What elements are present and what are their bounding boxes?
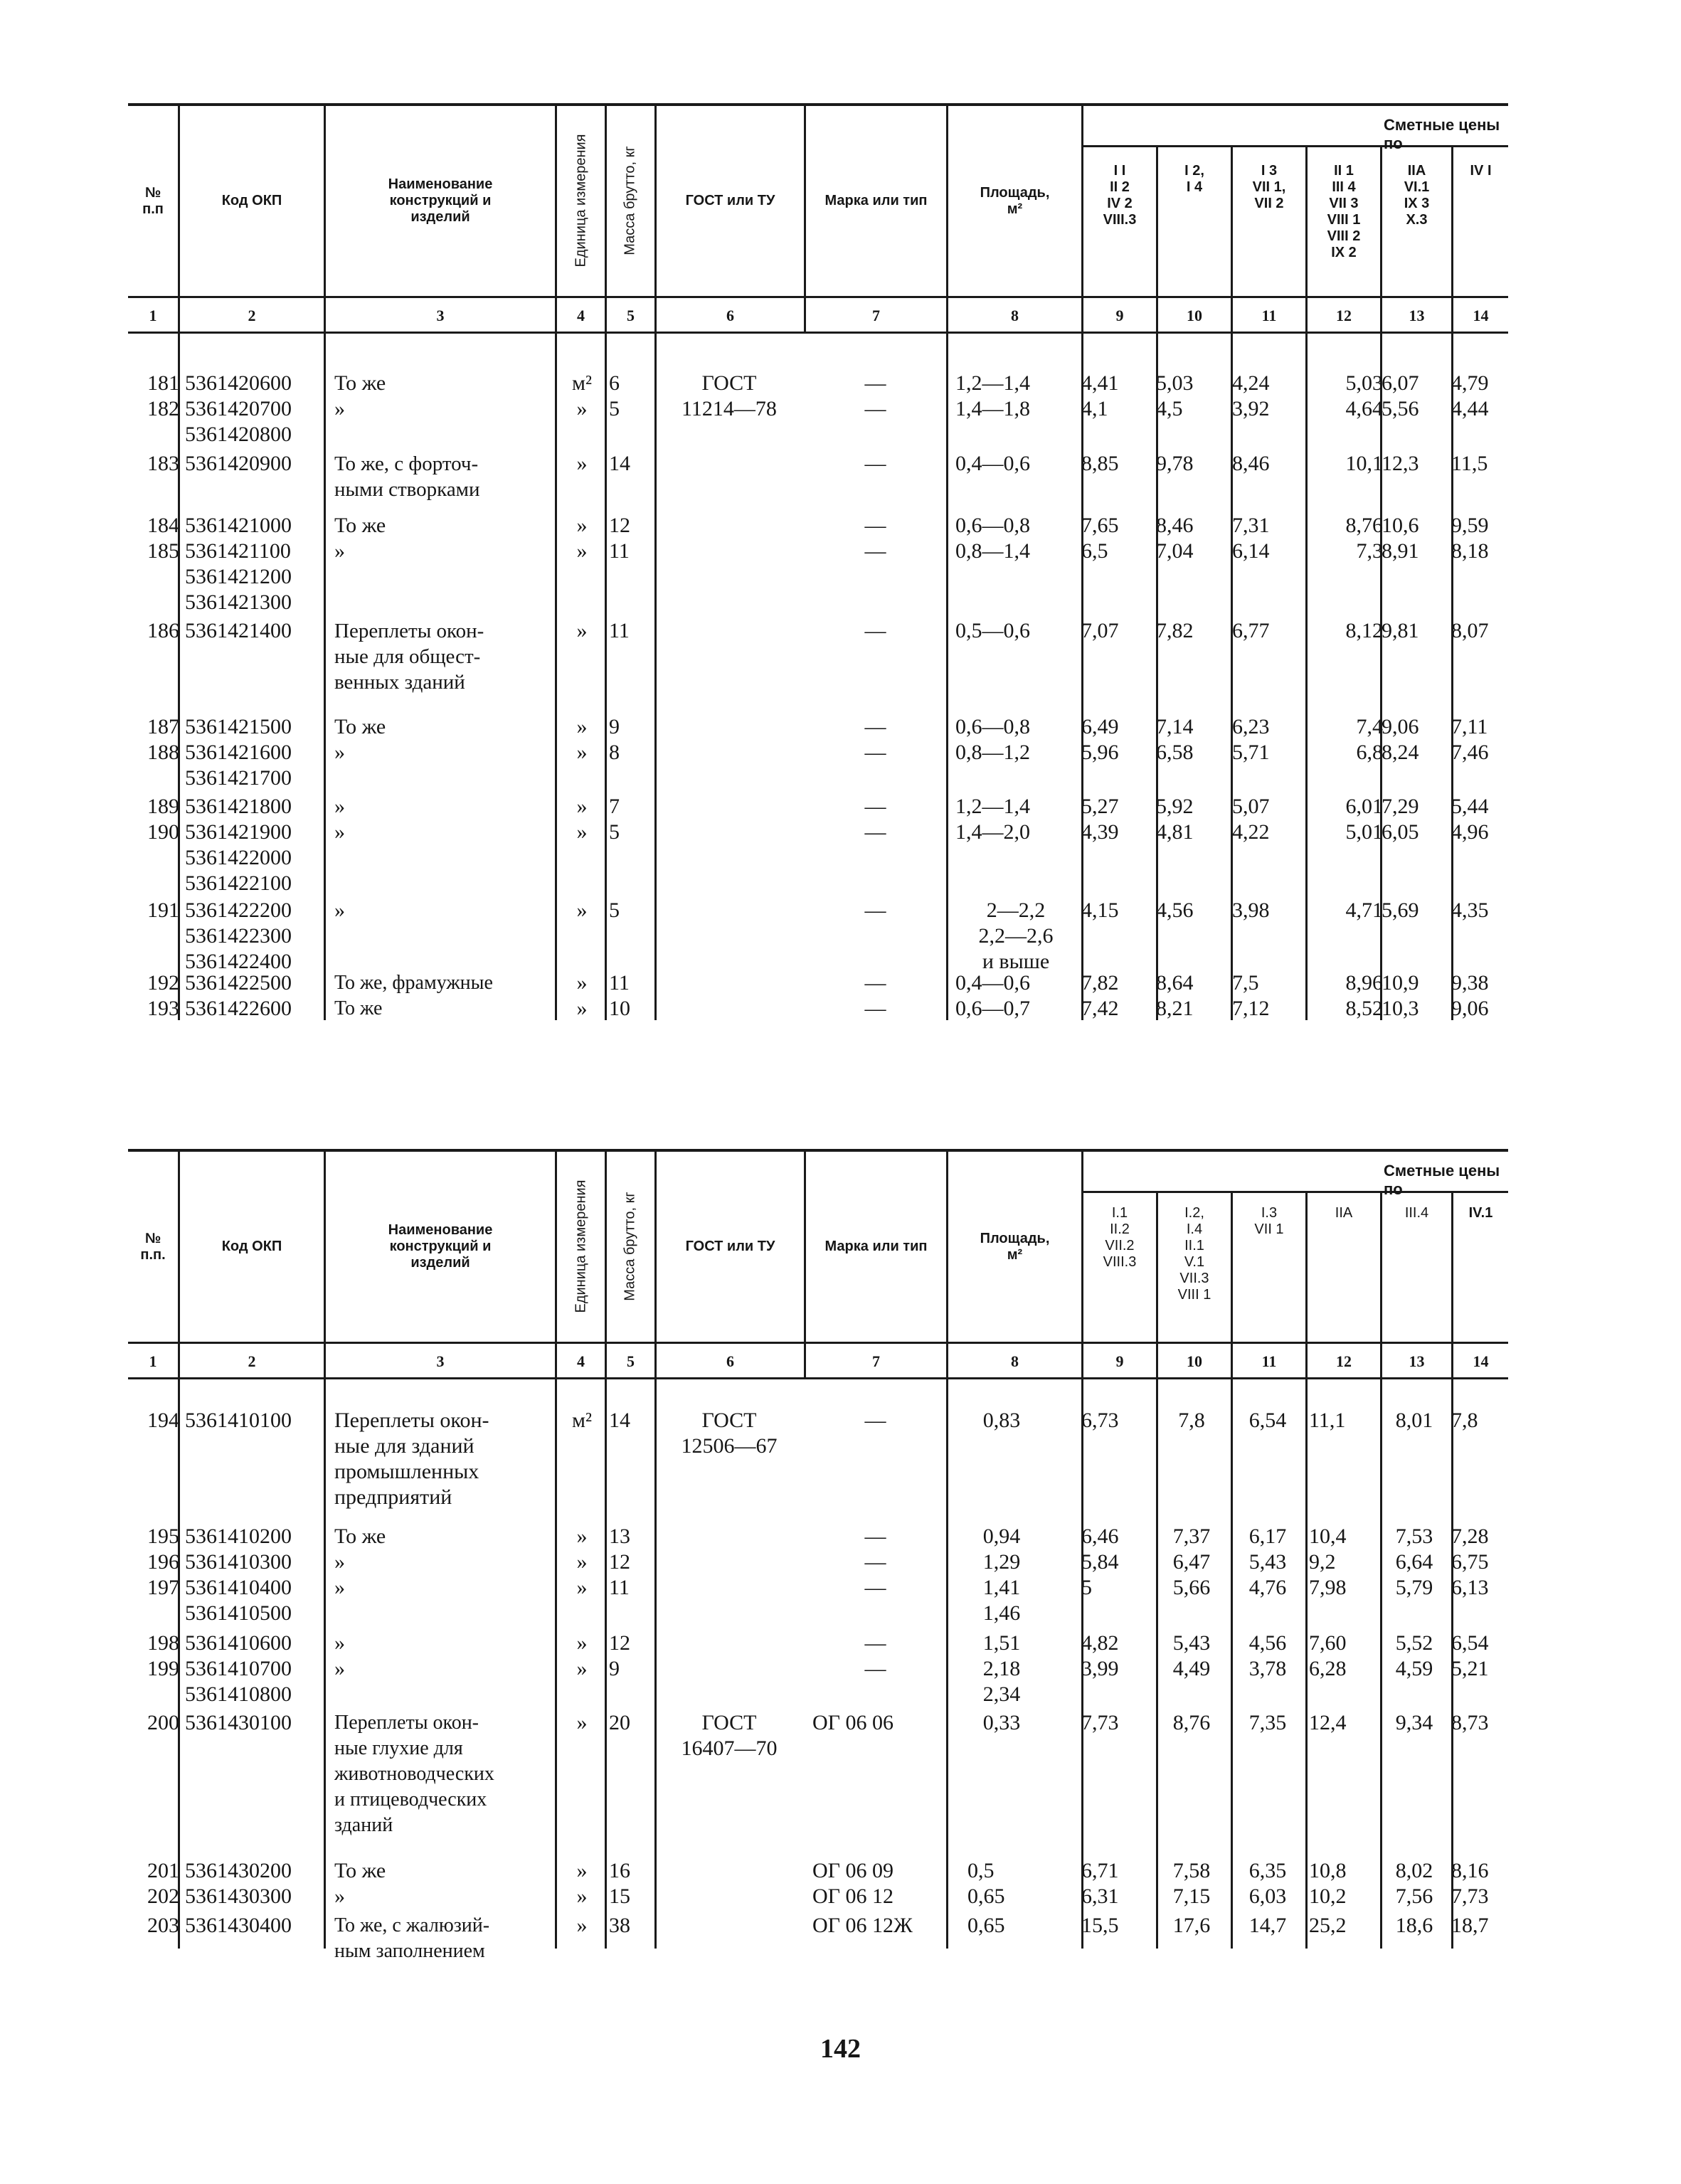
- page-number: 142: [820, 2034, 861, 2064]
- mass: 9 8: [609, 715, 620, 764]
- area: 0,5 0,65: [967, 1859, 1005, 1908]
- row-number: 195 196 197: [147, 1525, 179, 1599]
- price: 8,01: [1395, 1409, 1433, 1432]
- item-name: То же, фрамужные То же: [334, 972, 493, 1019]
- item-name: » »: [334, 1631, 345, 1680]
- okp-code: 5361421500 5361421600 5361421700: [185, 715, 292, 790]
- mark: — —: [864, 715, 886, 764]
- price: 5,07 4,22: [1232, 795, 1270, 844]
- unit: »: [576, 1914, 588, 1937]
- unit: » »: [576, 514, 588, 563]
- mass: 6 5: [609, 371, 620, 420]
- col-number: 8: [1011, 307, 1019, 324]
- unit: »: [576, 452, 588, 475]
- col-number: 13: [1409, 1352, 1425, 1370]
- price: 7,58 7,15: [1172, 1859, 1211, 1908]
- price: 5,92 4,81: [1156, 795, 1194, 844]
- header-mark: Марка или тип: [824, 1239, 928, 1254]
- price: 7,5 7,12: [1232, 971, 1270, 1020]
- gost: ГОСТ 16407—70: [681, 1711, 778, 1760]
- item-name: То же »: [334, 371, 386, 420]
- price: 5,03 4,64: [1345, 371, 1383, 420]
- area: 0,5—0,6: [955, 619, 1030, 642]
- price: 6,01 5,01: [1345, 795, 1383, 844]
- mass: 14: [609, 1409, 630, 1432]
- mass: 16 15: [609, 1859, 630, 1908]
- area: 0,65: [967, 1914, 1005, 1937]
- price: 10,6 8,91: [1382, 514, 1419, 563]
- header-super: Сметные цены по: [1384, 116, 1500, 152]
- mass: 20: [609, 1711, 630, 1734]
- price: 6,35 6,03: [1248, 1859, 1287, 1908]
- unit: м² »: [572, 371, 592, 420]
- price: 6,23 5,71: [1232, 715, 1270, 764]
- mark: — —: [864, 795, 886, 844]
- price: 6,54 5,21: [1451, 1631, 1489, 1680]
- price: 17,6: [1172, 1914, 1211, 1937]
- item-name: То же »: [334, 1859, 386, 1908]
- price: 14,7: [1248, 1914, 1287, 1937]
- header-area: Площадь, м²: [980, 1230, 1050, 1263]
- header-unit: Единица измерения: [573, 134, 588, 267]
- item-name: »: [334, 898, 345, 922]
- item-name: Переплеты окон- ные для общест- венных зданий: [334, 620, 484, 694]
- unit: » »: [576, 1631, 588, 1680]
- price: 5,43 4,49: [1172, 1631, 1211, 1680]
- col-number: 6: [726, 307, 734, 324]
- price: 18,7: [1451, 1914, 1489, 1937]
- price: 3,98: [1232, 898, 1270, 922]
- col-number: 12: [1336, 1352, 1352, 1370]
- price: 7,28 6,75 6,13: [1451, 1525, 1489, 1599]
- header-region-4: II 1 III 4 VII 3 VIII 1 VIII 2 IX 2: [1327, 163, 1361, 260]
- okp-code: 5361422500 5361422600: [185, 971, 292, 1020]
- price: 7,37 6,47 5,66: [1172, 1525, 1211, 1599]
- unit: » »: [576, 1859, 588, 1908]
- area: 0,6—0,8 0,8—1,2: [955, 715, 1030, 764]
- okp-code: 5361420900: [185, 452, 292, 475]
- row-number: 198 199: [147, 1631, 179, 1680]
- price: 18,6: [1395, 1914, 1433, 1937]
- price: 9,34: [1395, 1711, 1433, 1734]
- price: 4,41 4,1: [1081, 371, 1119, 420]
- unit: м²: [572, 1409, 592, 1432]
- price: 6,49 5,96: [1081, 715, 1119, 764]
- okp-code: 5361422200 5361422300 5361422400: [185, 898, 292, 973]
- row-number: 200: [147, 1711, 179, 1734]
- header-region-6: IV.1: [1468, 1205, 1493, 1221]
- price: 4,56: [1156, 898, 1194, 922]
- area: 0,4—0,6 0,6—0,7: [955, 971, 1030, 1020]
- row-number: 181 182: [147, 371, 179, 420]
- price: 5,27 4,39: [1081, 795, 1119, 844]
- col-number: 2: [248, 307, 256, 324]
- mark: — —: [864, 971, 886, 1020]
- col-number: 3: [436, 1352, 445, 1370]
- mark: — — —: [864, 1525, 886, 1599]
- price: 7,35: [1248, 1711, 1287, 1734]
- price: 8,16 7,73: [1451, 1859, 1489, 1908]
- header-region-2: I.2, I.4 II.1 V.1 VII.3 VIII 1: [1177, 1205, 1211, 1303]
- header-region-4: IIA: [1335, 1205, 1353, 1221]
- unit: »: [576, 1711, 588, 1734]
- row-number: 187 188: [147, 715, 179, 764]
- price: 7,11 7,46: [1451, 715, 1489, 764]
- mark: ОГ 06 09 ОГ 06 12: [812, 1859, 894, 1908]
- gost: ГОСТ 11214—78: [682, 371, 777, 420]
- price: 12,3: [1382, 452, 1419, 475]
- price: 7,60 6,28: [1309, 1631, 1347, 1680]
- price: 4,35: [1451, 898, 1489, 922]
- price: 6,71 6,31: [1081, 1859, 1119, 1908]
- header-unit: Единица измерения: [573, 1180, 588, 1313]
- price: 6,77: [1232, 619, 1270, 642]
- table-body: [128, 1379, 1508, 1962]
- price: 8,73: [1451, 1711, 1489, 1734]
- col-number: 14: [1473, 307, 1489, 324]
- mark: —: [864, 452, 886, 475]
- row-number: 183: [147, 452, 179, 475]
- price: 7,8: [1178, 1409, 1205, 1432]
- col-number: 5: [627, 307, 635, 324]
- price: 6,54: [1248, 1409, 1287, 1432]
- price: 5,44 4,96: [1451, 795, 1489, 844]
- price: 9,06 8,24: [1382, 715, 1419, 764]
- header-code: Код ОКП: [221, 193, 282, 208]
- mark: ОГ 06 12Ж: [812, 1914, 913, 1937]
- price: 6,73: [1081, 1409, 1119, 1432]
- price: 7,4 6,8: [1356, 715, 1383, 764]
- item-name: Переплеты окон- ные для зданий промышленных предприятий: [334, 1409, 489, 1509]
- col-number: 9: [1115, 307, 1124, 324]
- okp-code: 5361421000 5361421100 5361421200 5361421300: [185, 514, 292, 614]
- col-number: 11: [1261, 307, 1277, 324]
- price: 8,76: [1172, 1711, 1211, 1734]
- col-number: 5: [627, 1352, 635, 1370]
- price: 12,4: [1309, 1711, 1347, 1734]
- header-region-3: I.3 VII 1: [1254, 1205, 1284, 1237]
- price-table-2: [128, 1149, 1508, 1962]
- header-super: Сметные цены по: [1384, 1162, 1500, 1198]
- price: 4,79 4,44: [1451, 371, 1489, 420]
- row-number: 192 193: [147, 971, 179, 1020]
- price: 11,5: [1451, 452, 1488, 475]
- price: 7,14 6,58: [1156, 715, 1194, 764]
- col-number: 3: [436, 307, 445, 324]
- mass: 11: [609, 619, 630, 642]
- price: 9,81: [1382, 619, 1419, 642]
- unit: »: [576, 619, 588, 642]
- price: 4,15: [1081, 898, 1119, 922]
- area: 0,83: [982, 1409, 1021, 1432]
- row-number: 203: [147, 1914, 179, 1937]
- header-mass: Масса брутто, кг: [622, 1192, 637, 1301]
- price: 10,9 10,3: [1382, 971, 1419, 1020]
- price: 8,85: [1081, 452, 1119, 475]
- col-number: 6: [726, 1352, 734, 1370]
- area: 1,2—1,4 1,4—1,8: [955, 371, 1030, 420]
- mark: —: [864, 619, 886, 642]
- price: 7,29 6,05: [1382, 795, 1419, 844]
- price: 6,46 5,84 5: [1081, 1525, 1119, 1599]
- mark: ОГ 06 06: [812, 1711, 894, 1734]
- price: 10,8 10,2: [1309, 1859, 1347, 1908]
- price: 8,64 8,21: [1156, 971, 1194, 1020]
- area: 0,6—0,8 0,8—1,4: [955, 514, 1030, 563]
- row-number: 201 202: [147, 1859, 179, 1908]
- table-header: [128, 103, 1508, 334]
- table-body: [128, 334, 1508, 1020]
- header-region-2: I 2, I 4: [1184, 163, 1204, 195]
- price: 7,8: [1451, 1409, 1478, 1432]
- price: 25,2: [1309, 1914, 1347, 1937]
- header-area: Площадь, м²: [980, 184, 1050, 217]
- price: 7,82: [1156, 619, 1194, 642]
- price: 4,71: [1345, 898, 1383, 922]
- header-gost: ГОСТ или ТУ: [685, 193, 775, 208]
- col-number: 14: [1473, 1352, 1489, 1370]
- table-header: [128, 1149, 1508, 1379]
- mass: 12 11: [609, 514, 630, 563]
- unit: » » »: [576, 1525, 588, 1599]
- header-code: Код ОКП: [221, 1239, 282, 1254]
- header-no: № п.п.: [140, 1230, 166, 1263]
- unit: » »: [576, 971, 588, 1020]
- price: 11,1: [1309, 1409, 1346, 1432]
- item-name: То же, с жалюзий- ным заполнением: [334, 1914, 490, 1962]
- mass: 14: [609, 452, 630, 475]
- unit: » »: [576, 715, 588, 764]
- price: 10,1: [1345, 452, 1383, 475]
- col-number: 7: [872, 1352, 880, 1370]
- header-no: № п.п: [142, 184, 164, 217]
- mass: 13 12 11: [609, 1525, 630, 1599]
- row-number: 189 190: [147, 795, 179, 844]
- header-mark: Марка или тип: [824, 193, 928, 208]
- price: 7,07: [1081, 619, 1119, 642]
- mark: — —: [864, 1631, 886, 1680]
- col-number: 2: [248, 1352, 256, 1370]
- row-number: 186: [147, 619, 179, 642]
- area: 1,51 2,18 2,34: [982, 1631, 1021, 1706]
- price: 9,38 9,06: [1451, 971, 1489, 1020]
- row-number: 191: [147, 898, 179, 922]
- item-name: То же »: [334, 715, 386, 764]
- price: 4,56 3,78: [1248, 1631, 1287, 1680]
- price: 8,76 7,3: [1345, 514, 1383, 563]
- area: 2—2,2 2,2—2,6 и выше: [978, 898, 1054, 973]
- price: 8,07: [1451, 619, 1489, 642]
- okp-code: 5361420600 5361420700 5361420800: [185, 371, 292, 446]
- price: 7,82 7,42: [1081, 971, 1119, 1020]
- price: 7,65 6,5: [1081, 514, 1119, 563]
- col-number: 10: [1187, 307, 1202, 324]
- mass: 12 9: [609, 1631, 630, 1680]
- mark: —: [864, 1409, 886, 1432]
- area: 0,94 1,29 1,41 1,46: [982, 1525, 1021, 1625]
- item-name: То же » »: [334, 1525, 386, 1599]
- mark: — —: [864, 371, 886, 420]
- col-number: 9: [1115, 1352, 1124, 1370]
- price: 9,59 8,18: [1451, 514, 1489, 563]
- okp-code: 5361410200 5361410300 5361410400 5361410500: [185, 1525, 292, 1625]
- price: 7,53 6,64 5,79: [1395, 1525, 1433, 1599]
- header-name: Наименование конструкций и изделий: [388, 1222, 493, 1271]
- col-number: 12: [1336, 307, 1352, 324]
- mass: 11 10: [609, 971, 630, 1020]
- okp-code: 5361430400: [185, 1914, 292, 1937]
- header-mass: Масса брутто, кг: [622, 146, 637, 255]
- mass: 7 5: [609, 795, 620, 844]
- col-number: 7: [872, 307, 880, 324]
- col-number: 4: [577, 1352, 585, 1370]
- price: 6,07 5,56: [1382, 371, 1419, 420]
- okp-code: 5361410600 5361410700 5361410800: [185, 1631, 292, 1706]
- okp-code: 5361430200 5361430300: [185, 1859, 292, 1908]
- col-number: 1: [149, 1352, 157, 1370]
- price: 8,96 8,52: [1345, 971, 1383, 1020]
- price: 7,31 6,14: [1232, 514, 1270, 563]
- item-name: » »: [334, 795, 345, 844]
- header-region-5: IIA VI.1 IX 3 X.3: [1404, 163, 1430, 228]
- price: 8,02 7,56: [1395, 1859, 1433, 1908]
- okp-code: 5361430100: [185, 1711, 292, 1734]
- col-number: 1: [149, 307, 157, 324]
- price: 4,24 3,92: [1232, 371, 1270, 420]
- unit: »: [576, 898, 588, 922]
- mass: 5: [609, 898, 620, 922]
- header-region-6: IV I: [1470, 163, 1492, 179]
- header-region-1: I.1 II.2 VII.2 VIII.3: [1103, 1205, 1137, 1270]
- col-number: 13: [1409, 307, 1425, 324]
- price: 8,46 7,04: [1156, 514, 1194, 563]
- mark: —: [864, 898, 886, 922]
- row-number: 184 185: [147, 514, 179, 563]
- price: 8,12: [1345, 619, 1383, 642]
- price: 5,69: [1382, 898, 1419, 922]
- header-region-3: I 3 VII 1, VII 2: [1252, 163, 1286, 211]
- row-number: 194: [147, 1409, 179, 1432]
- unit: » »: [576, 795, 588, 844]
- price: 7,73: [1081, 1711, 1119, 1734]
- col-number: 10: [1187, 1352, 1202, 1370]
- price: 15,5: [1081, 1914, 1119, 1937]
- okp-code: 5361421400: [185, 619, 292, 642]
- item-name: То же, с форточ- ными створками: [334, 452, 480, 501]
- header-region-1: I I II 2 IV 2 VIII.3: [1103, 163, 1137, 228]
- okp-code: 5361410100: [185, 1409, 292, 1432]
- item-name: Переплеты окон- ные глухие для животноводческих и птицеводческих зданий: [334, 1712, 494, 1836]
- mass: 38: [609, 1914, 630, 1937]
- header-region-5: III.4: [1404, 1205, 1429, 1221]
- price: 6,17 5,43 4,76: [1248, 1525, 1287, 1599]
- price: 5,03 4,5: [1156, 371, 1194, 420]
- area: 1,2—1,4 1,4—2,0: [955, 795, 1030, 844]
- header-gost: ГОСТ или ТУ: [685, 1239, 775, 1254]
- price-table-1: [128, 103, 1508, 1020]
- area: 0,33: [982, 1711, 1021, 1734]
- gost: ГОСТ 12506—67: [681, 1409, 778, 1458]
- price: 4,82 3,99: [1081, 1631, 1119, 1680]
- price: 9,78: [1156, 452, 1194, 475]
- price: 10,4 9,2 7,98: [1309, 1525, 1347, 1599]
- price: 5,52 4,59: [1395, 1631, 1433, 1680]
- price: 8,46: [1232, 452, 1270, 475]
- area: 0,4—0,6: [955, 452, 1030, 475]
- col-number: 11: [1261, 1352, 1277, 1370]
- okp-code: 5361421800 5361421900 5361422000 5361422100: [185, 795, 292, 895]
- col-number: 8: [1011, 1352, 1019, 1370]
- col-number: 4: [577, 307, 585, 324]
- header-name: Наименование конструкций и изделий: [388, 176, 493, 225]
- item-name: То же »: [334, 514, 386, 563]
- mark: — —: [864, 514, 886, 563]
